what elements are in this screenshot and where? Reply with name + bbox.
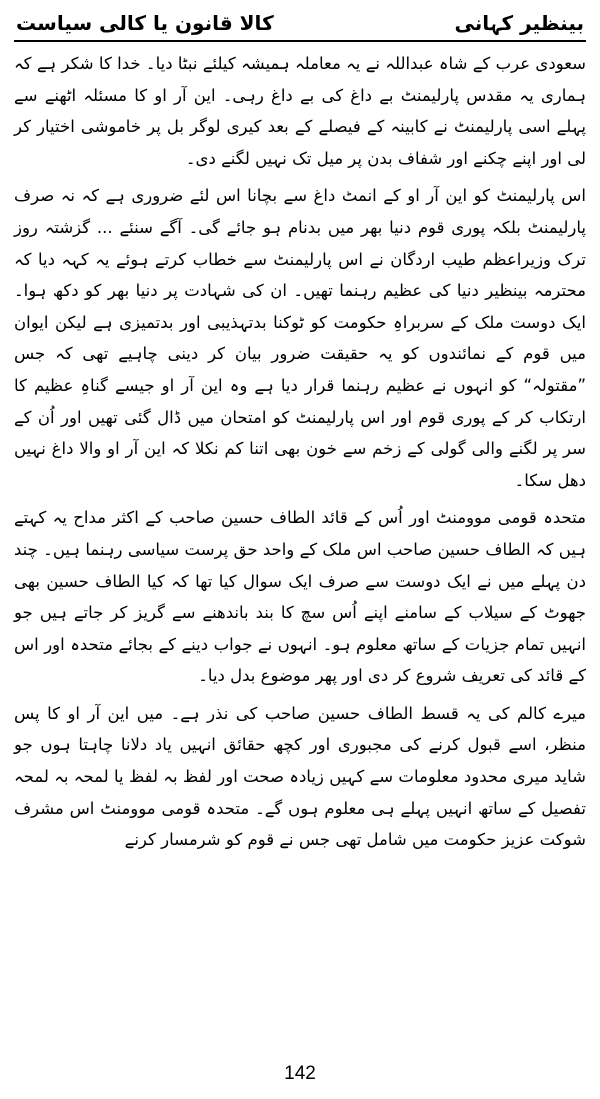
paragraph: سعودی عرب کے شاہ عبداللہ نے یہ معاملہ ہمیشہ کیلئے نبٹا دیا۔ خدا کا شکر ہے کہ ہماری یہ مقدس پارلیمنٹ بے داغ کی بے داغ رہی۔ این آر او کا مسئلہ اٹھنے سے پہلے اسی پارلیمنٹ نے کابینہ کے فیصلے کے بعد کیری لوگر بل پر خاموشی اختیار کر لی اور اپنے چکنے اور شفاف بدن پر میل تک نہیں لگنے دی۔ xyxy=(14,54,586,168)
chapter-title: کالا قانون یا کالی سیاست xyxy=(16,11,274,35)
paragraph: متحدہ قومی موومنٹ اور اُس کے قائد الطاف حسین صاحب کے اکثر مداح یہ کہتے ہیں کہ الطاف حسین صاحب اس ملک کے واحد حق پرست سیاسی رہنما ہیں۔ چند دن پہلے میں نے ایک دوست سے صرف ایک سوال کیا تھا کہ کیا الطاف حسین بھی جھوٹ کے سیلاب کے سامنے اپنے اُس سچ کا بند باندھنے سے گریز کر جاتے ہیں جو انہیں تمام جزیات کے ساتھ معلوم ہو۔ انہوں نے جواب دینے کے بجائے متحدہ اور اس کے قائد کی تعریف شروع کر دی اور پھر موضوع بدل دیا۔ xyxy=(14,508,586,686)
running-header xyxy=(14,8,586,42)
page-body xyxy=(14,48,586,856)
paragraph: اس پارلیمنٹ کو این آر او کے انمٹ داغ سے بچانا اس لئے ضروری ہے کہ نہ صرف پارلیمنٹ بلکہ پوری قوم دنیا بھر میں بدنام ہو جائے گی۔ آگے سنئے ... گزشتہ روز ترک وزیراعظم طیب اردگان نے اس پارلیمنٹ سے خطاب کرتے ہوئے یہ کہہ دیا کہ محترمہ بینظیر دنیا کی عظیم رہنما تھیں۔ ان کی شہادت پر دنیا بھر کو دکھ ہوا۔ ایک دوست ملک کے سربراہِ حکومت کو ٹوکنا بدتہذیبی اور بدتمیزی ہے لیکن ایوان میں قوم کے نمائندوں کو یہ حقیقت ضرور بیان کر دینی چاہیے تھی کہ جس ”مقتولہ“ کو انہوں نے عظیم رہنما قرار دیا ہے وہ این آر او جیسے گناہِ عظیم کا ارتکاب کر کے پوری قوم اور اس پارلیمنٹ کو امتحان میں ڈال گئی تھیں اور اُن کے سر پر لگنے والی گولی کے زخم سے خون بھی اتنا کم نکلا کہ این آر او والا داغ نہیں دھل سکا۔ xyxy=(14,186,586,490)
page-number: 142 xyxy=(284,1063,316,1084)
paragraph: میرے کالم کی یہ قسط الطاف حسین صاحب کی نذر ہے۔ میں این آر او کا پس منظر، اسے قبول کرنے کی مجبوری اور کچھ حقائق انہیں یاد دلانا چاہتا ہوں جو شاید میری محدود معلومات سے کہیں زیادہ صحت اور لفظ بہ لفظ یا لمحہ بہ لمحہ تفصیل کے ساتھ انہیں پہلے ہی معلوم ہوں گے۔ متحدہ قومی موومنٹ اس مشرف شوکت عزیز حکومت میں شامل تھی جس نے قوم کو شرمسار کرنے xyxy=(14,703,586,850)
book-title: بینظیر کہانی xyxy=(454,11,584,35)
